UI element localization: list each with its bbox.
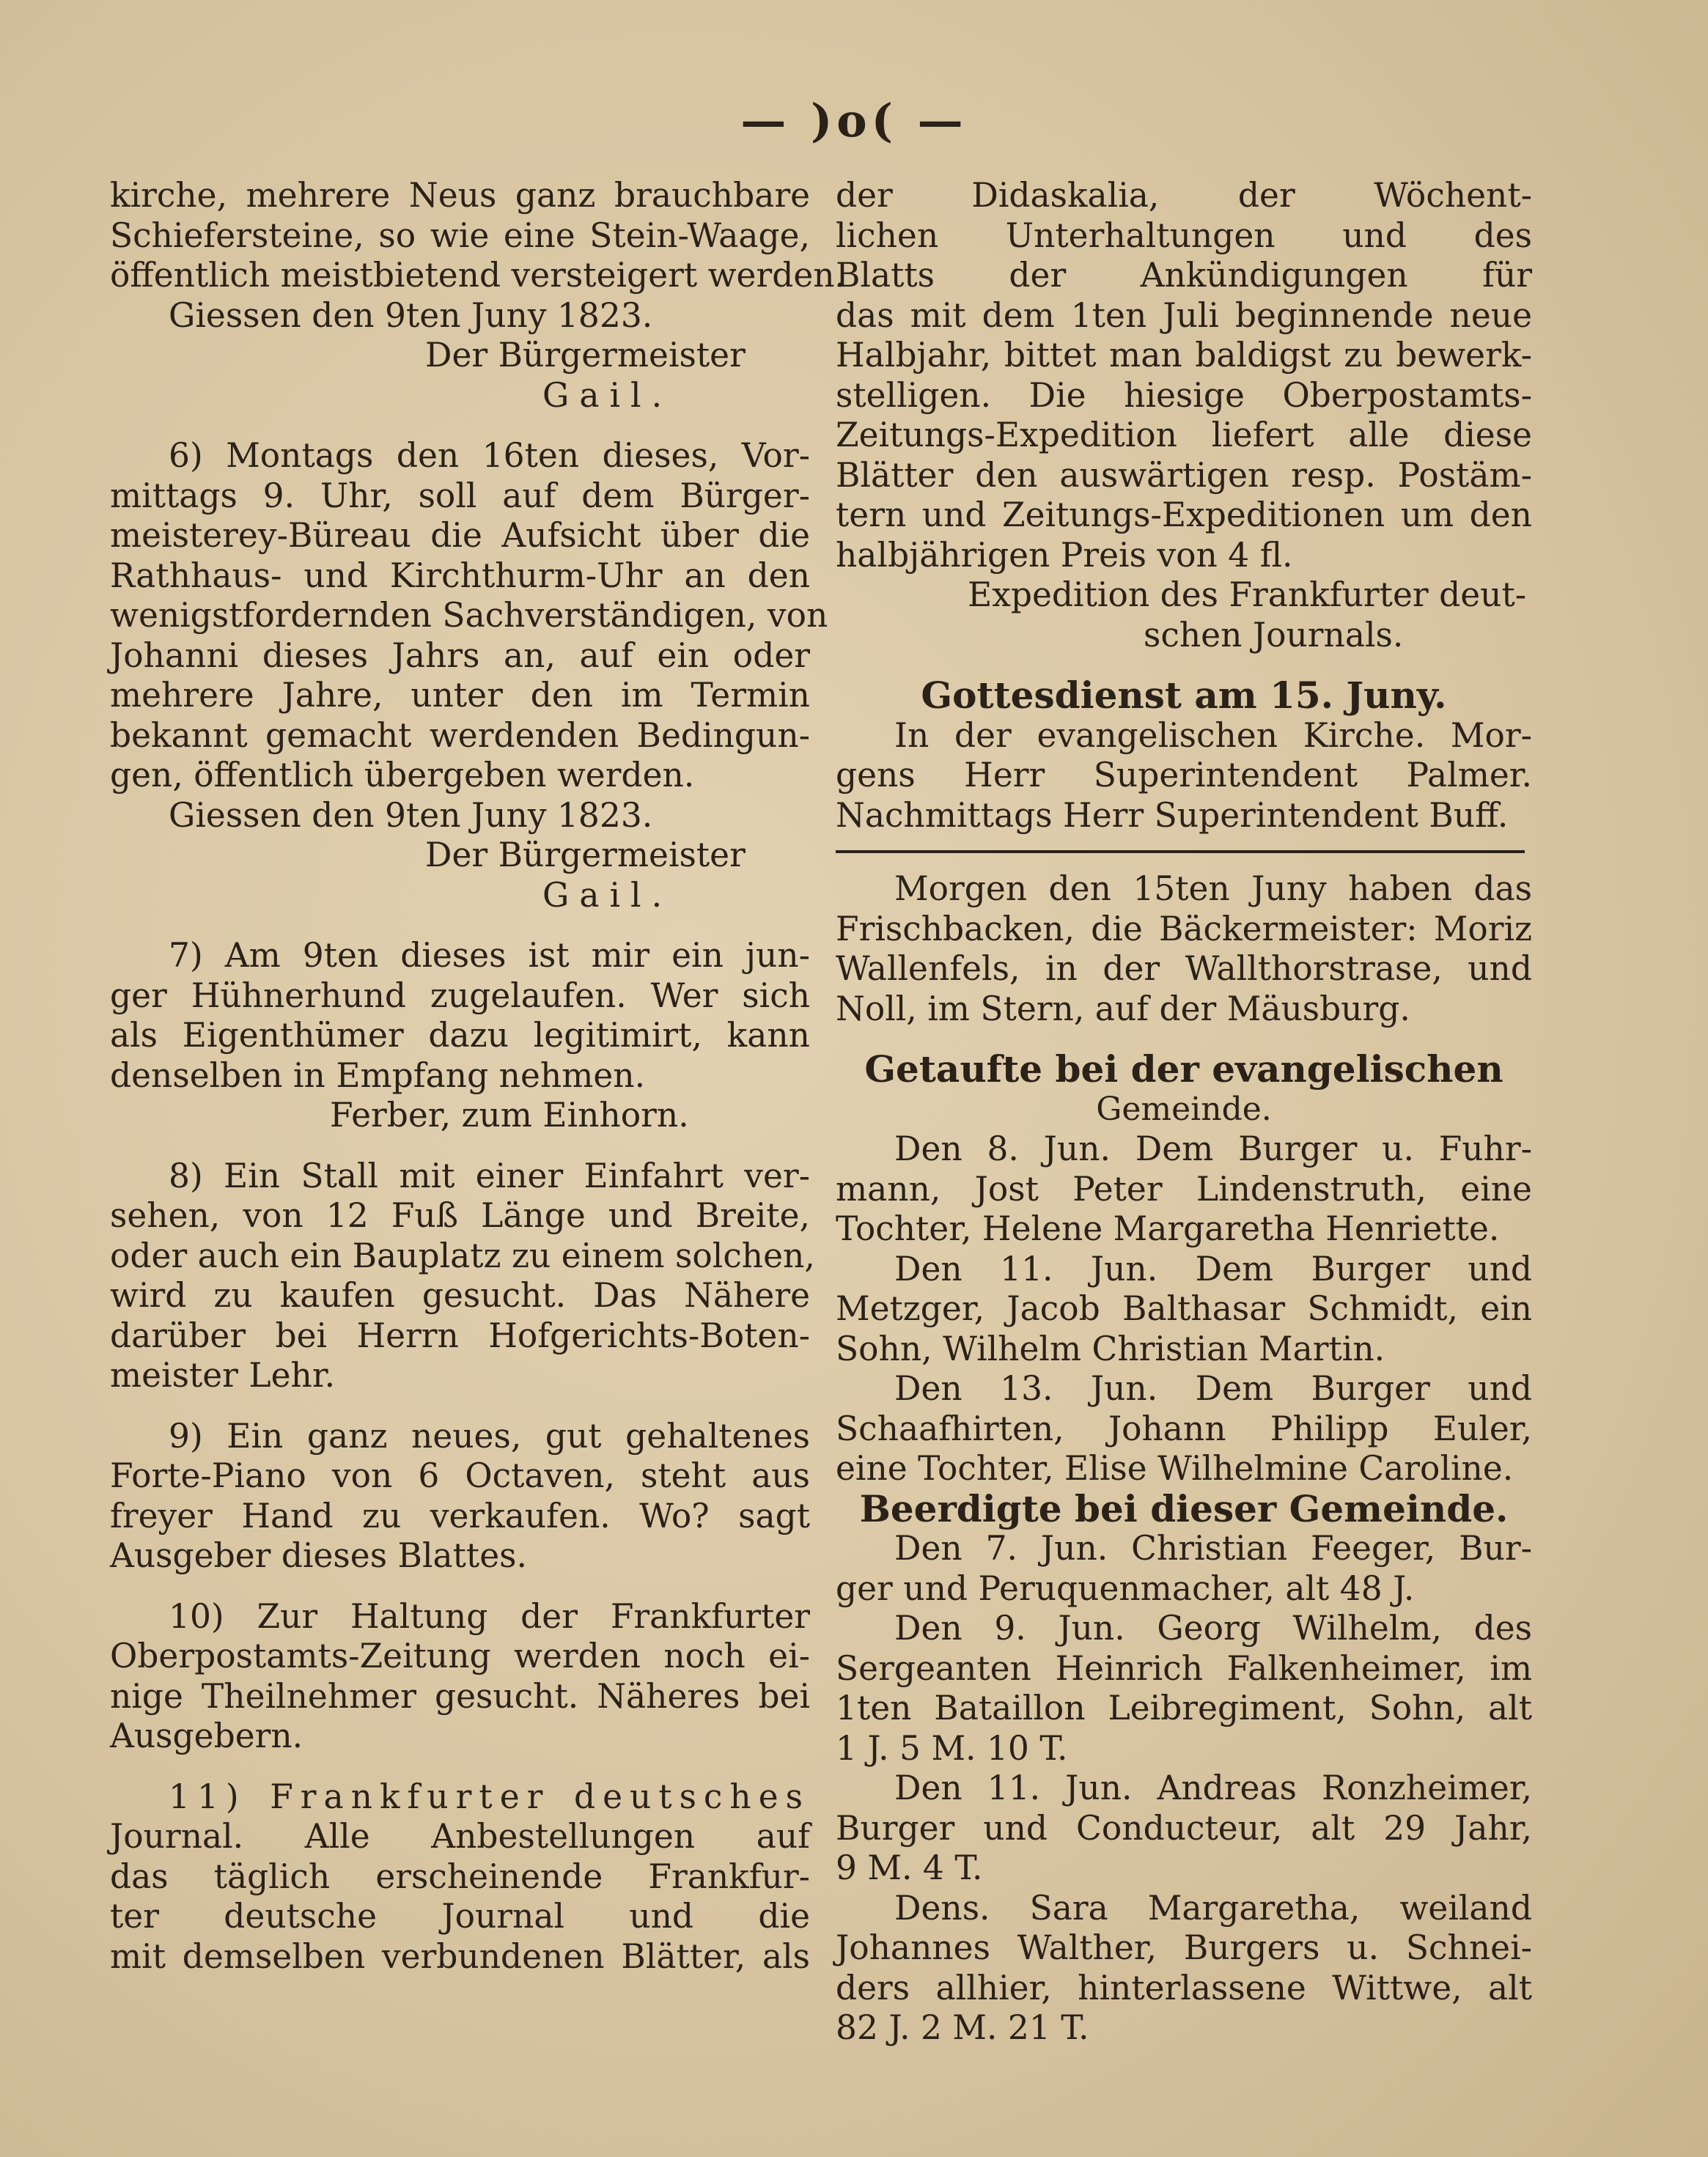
text-line: Forte-Piano von 6 Octaven, steht aus (110, 1456, 810, 1495)
text-line: 1ten Bataillon Leibregiment, Sohn, alt (836, 1689, 1532, 1728)
text-line: Den 9. Jun. Georg Wilhelm, des (894, 1609, 1532, 1648)
text-line: mehrere Jahre, unter den im Termin (110, 676, 810, 715)
text-line: 11) Frankfurter deutsches (169, 1777, 810, 1816)
text-line: halbjährigen Preis von 4 fl. (836, 535, 1293, 575)
page-number-marker: — )o( — (740, 94, 968, 147)
signature-name: Gail. (542, 875, 673, 915)
notice-10 (110, 1597, 810, 1757)
text-line: Schaafhirten, Johann Philipp Euler, (836, 1409, 1532, 1448)
text-line: Johannes Walther, Burgers u. Schnei- (836, 1928, 1532, 1967)
burials (836, 1486, 1532, 2049)
text-line: 1 J. 5 M. 10 T. (836, 1728, 1068, 1768)
text-line: Ausgebern. (110, 1717, 303, 1755)
text-line: 6) Montags den 16ten dieses, Vor- (169, 436, 810, 475)
signature-title: Der Bürgermeister (425, 836, 746, 874)
text-line: Den 8. Jun. Dem Burger u. Fuhr- (894, 1129, 1532, 1168)
text-line: sehen, von 12 Fuß Länge und Breite, (110, 1196, 810, 1235)
text-line: Nachmittags Herr Superintendent Buff. (836, 795, 1509, 835)
text-line: Dens. Sara Margaretha, weiland (894, 1888, 1532, 1928)
text-line: Blatts der Ankündigungen für (836, 256, 1532, 295)
text-line: Ausgeber dieses Blattes. (110, 1536, 527, 1575)
text-line: Den 11. Jun. Dem Burger und (894, 1249, 1532, 1288)
text-line: meister Lehr. (110, 1356, 336, 1395)
signature: Ferber, zum Einhorn. (330, 1096, 689, 1135)
signature-name: Gail. (542, 375, 673, 415)
section-heading: Getaufte bei der evangelischen (864, 1047, 1503, 1091)
notice-11-continued (836, 176, 1532, 655)
text-line: ter deutsche Journal und die (110, 1897, 810, 1936)
signature-title: Der Bürgermeister (425, 336, 746, 375)
text-line: der Didaskalia, der Wöchent- (836, 176, 1532, 215)
notice-8 (110, 1156, 815, 1396)
text-line: Burger und Conducteur, alt 29 Jahr, (836, 1808, 1532, 1848)
church-service (836, 676, 1532, 836)
text-line: Johanni dieses Jahrs an, auf ein oder (110, 635, 810, 675)
text-line: mit demselben verbundenen Blätter, als (110, 1936, 810, 1976)
text-line: denselben in Empfang nehmen. (110, 1055, 646, 1095)
left-column (110, 176, 846, 1977)
text-line: Schiefersteine, so wie eine Stein-Waage, (110, 215, 810, 255)
text-line: meisterey-Büreau die Aufsicht über die (110, 516, 810, 555)
text-line: 8) Ein Stall mit einer Einfahrt ver- (169, 1156, 810, 1195)
text-line: nige Theilnehmer gesucht. Näheres bei (110, 1676, 810, 1716)
text-line: wird zu kaufen gesucht. Das Nähere (110, 1276, 810, 1315)
text-line: kirche, mehrere Neus ganz brauchbare (110, 176, 810, 215)
bakers-notice (836, 869, 1532, 1029)
text-line: gens Herr Superintendent Palmer. (836, 756, 1532, 794)
section-heading: Gottesdienst am 15. Juny. (921, 674, 1447, 717)
text-line: ger und Peruquenmacher, alt 48 J. (836, 1568, 1415, 1608)
text-line: Blätter den auswärtigen resp. Postäm- (836, 455, 1532, 495)
text-line: Frischbacken, die Bäckermeister: Moriz (836, 909, 1532, 948)
signature: schen Journals. (1144, 615, 1404, 655)
right-column (836, 176, 1532, 2049)
notice-6 (110, 436, 828, 915)
text-line: bekannt gemacht werdenden Bedingun- (110, 715, 810, 755)
text-line: mann, Jost Peter Lindenstruth, eine (836, 1169, 1532, 1209)
text-line: Rathhaus- und Kirchthurm-Uhr an den (110, 556, 810, 595)
text-line: das täglich erscheinende Frankfur- (110, 1857, 810, 1896)
text-line: Tochter, Helene Margaretha Henriette. (836, 1209, 1500, 1248)
text-line: In der evangelischen Kirche. Mor- (894, 715, 1532, 755)
text-line: freyer Hand zu verkaufen. Wo? sagt (110, 1496, 810, 1535)
text-line: lichen Unterhaltungen und des (836, 215, 1532, 255)
text-line: 82 J. 2 M. 21 T. (836, 2008, 1089, 2047)
text-line: Halbjahr, bittet man baldigst zu bewerk- (836, 336, 1532, 375)
text-line: Oberpostamts-Zeitung werden noch ei- (110, 1637, 810, 1675)
notice-9 (110, 1417, 810, 1577)
text-line: Journal. Alle Anbestellungen auf (110, 1817, 810, 1856)
text-line: stelligen. Die hiesige Oberpostamts- (836, 375, 1532, 415)
text-line: darüber bei Herrn Hofgerichts-Boten- (110, 1316, 810, 1355)
text-line: Zeitungs-Expedition liefert alle diese (836, 416, 1532, 454)
text-line: Den 7. Jun. Christian Feeger, Bur- (894, 1529, 1532, 1568)
text-line: Den 11. Jun. Andreas Ronzheimer, (894, 1769, 1532, 1807)
text-line: Noll, im Stern, auf der Mäusburg. (836, 989, 1410, 1028)
text-line: mittags 9. Uhr, soll auf dem Bürger- (110, 476, 810, 515)
text-line: 9) Ein ganz neues, gut gehaltenes (169, 1416, 810, 1456)
signature: Expedition des Frankfurter deut- (968, 575, 1527, 614)
text-line: Wallenfels, in der Wallthorstrase, und (836, 949, 1532, 988)
text-line: das mit dem 1ten Juli beginnende neue (836, 295, 1532, 335)
text-line: Morgen den 15ten Juny haben das (894, 869, 1532, 908)
notice-7 (110, 936, 810, 1136)
text-line: Den 13. Jun. Dem Burger und (894, 1369, 1532, 1408)
text-line: 9 M. 4 T. (836, 1848, 983, 1887)
notice-date: Giessen den 9ten Juny 1823. (169, 295, 653, 335)
text-line: wenigstfordernden Sachverständigen, von (110, 596, 828, 635)
text-line: Metzger, Jacob Balthasar Schmidt, ein (836, 1289, 1532, 1328)
text-line: eine Tochter, Elise Wilhelmine Caroline. (836, 1449, 1514, 1488)
text-line: gen, öffentlich übergeben werden. (110, 756, 695, 794)
notice-11 (110, 1777, 810, 1977)
notice-5 (110, 176, 846, 416)
text-line: Sergeanten Heinrich Falkenheimer, im (836, 1648, 1532, 1688)
text-line: oder auch ein Bauplatz zu einem solchen, (110, 1236, 815, 1275)
text-line: 7) Am 9ten dieses ist mir ein jun- (169, 936, 810, 975)
text-line: 10) Zur Haltung der Frankfurter (169, 1596, 810, 1636)
section-subheading: Gemeinde. (1096, 1090, 1272, 1128)
text-line: ders allhier, hinterlassene Wittwe, alt (836, 1968, 1532, 2007)
section-heading: Beerdigte bei dieser Gemeinde. (859, 1486, 1509, 1530)
text-line: Sohn, Wilhelm Christian Martin. (836, 1329, 1385, 1368)
text-line: öffentlich meistbietend versteigert werden. (110, 256, 846, 295)
text-line: als Eigenthümer dazu legitimirt, kann (110, 1016, 810, 1055)
text-line: ger Hühnerhund zugelaufen. Wer sich (110, 976, 810, 1015)
section-divider (836, 850, 1525, 853)
text-line: tern und Zeitungs-Expeditionen um den (836, 495, 1532, 534)
notice-date: Giessen den 9ten Juny 1823. (169, 795, 653, 835)
baptisms (836, 1047, 1532, 1489)
